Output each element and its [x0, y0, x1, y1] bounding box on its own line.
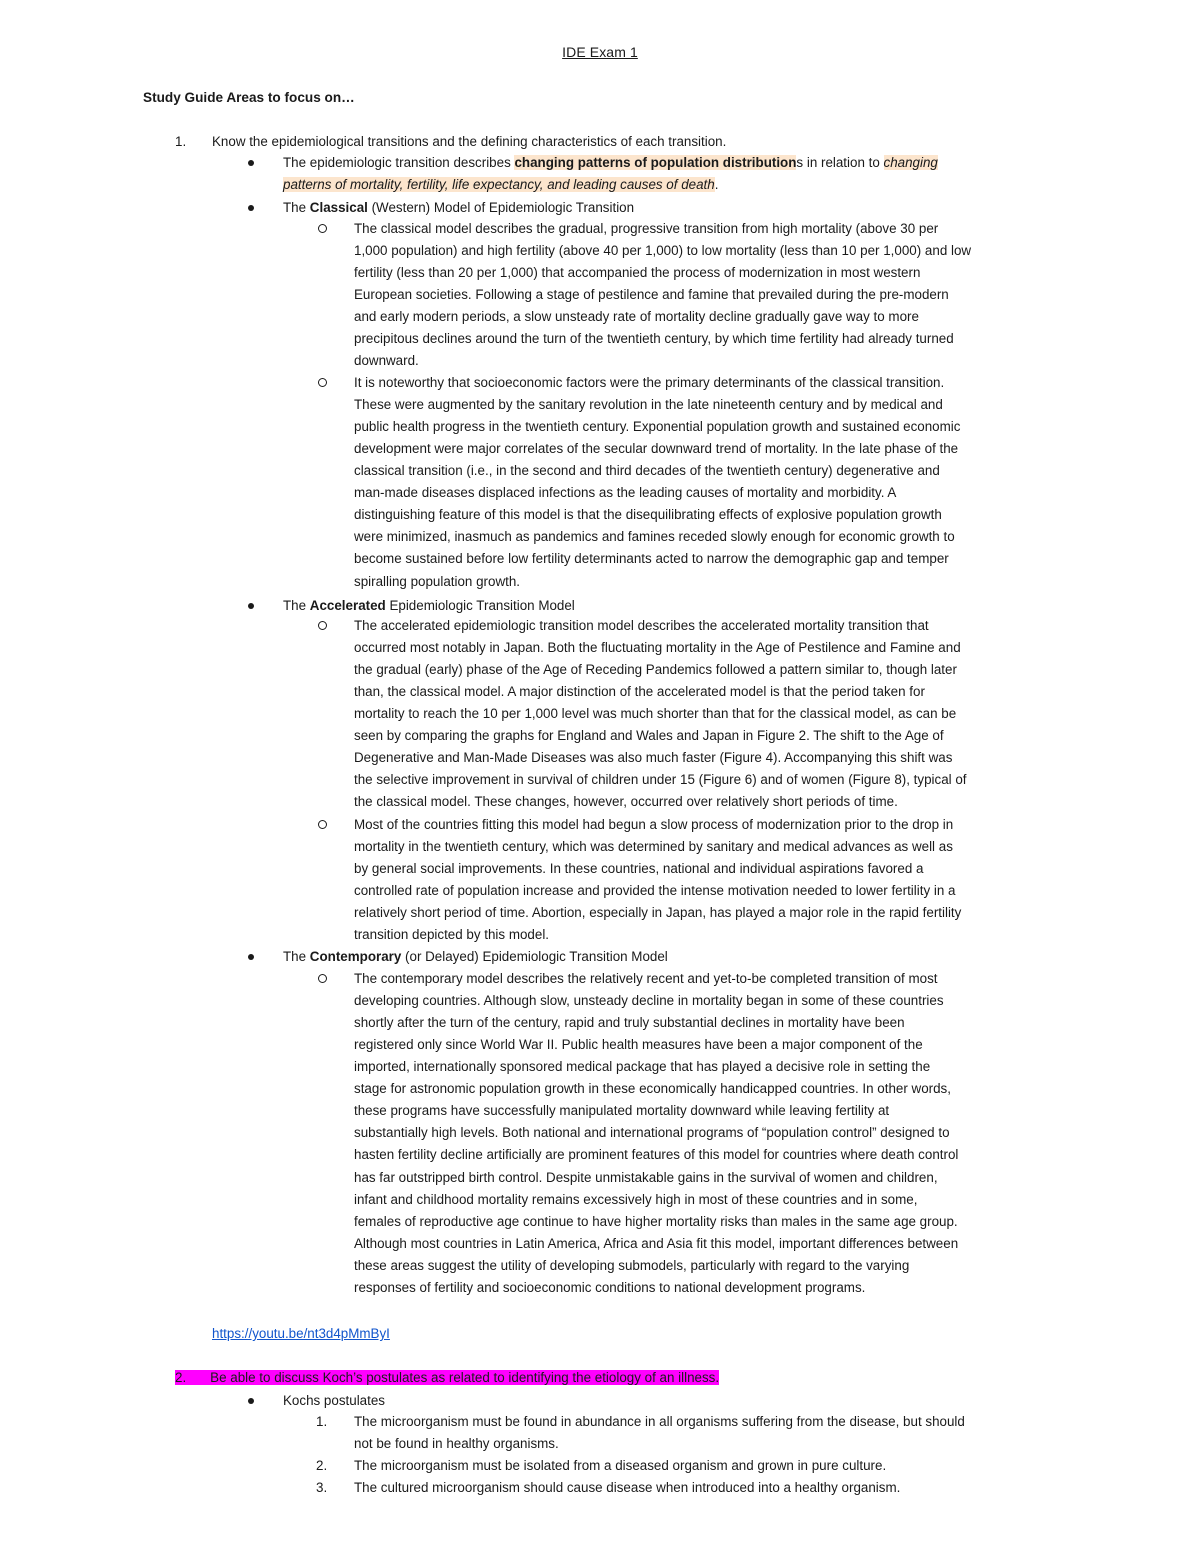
paragraph-line: classical transition (i.e., in the second and third decades of the twentieth century) degenerative and	[354, 463, 940, 479]
postulate-number: 2.	[316, 1458, 328, 1474]
postulate-number: 3.	[316, 1480, 328, 1496]
paragraph-line: The accelerated epidemiologic transition model describes the accelerated mortality transition that	[354, 618, 929, 633]
bullet-marker	[248, 601, 254, 612]
paragraph-line: become sustained before low fertility determinants acted to narrow the demographic gap and temper	[354, 551, 949, 567]
paragraph-line: registered only since World War II. Public health measures have been a major component of the	[354, 1037, 923, 1053]
postulate-text: The microorganism must be found in abundance in all organisms suffering from the disease, but should	[354, 1414, 965, 1429]
paragraph-line: imported, internationally sponsored medical package that has played a decisive role in setting the	[354, 1059, 931, 1075]
sub-bullet-marker	[318, 974, 327, 986]
paragraph-line: distinguishing feature of this model is that the disequilibrating effects of explosive population growth	[354, 507, 942, 523]
paragraph-line: has far outstripped birth control. Despite unmistakable gains in the survival of women and children,	[354, 1169, 938, 1185]
postulate-number: 1.	[316, 1414, 328, 1429]
bullet-text-continuation: patterns of mortality, fertility, life expectancy, and leading causes of death.	[283, 177, 719, 192]
youtube-link[interactable]: https://youtu.be/nt3d4pMmByI	[212, 1326, 390, 1341]
paragraph-line: public health progress in the twentieth century. Exponential population growth and sustained economic	[354, 419, 961, 435]
page-subtitle: Study Guide Areas to focus on…	[143, 90, 355, 105]
postulate-text: The cultured microorganism should cause disease when introduced into a healthy organism.	[354, 1480, 901, 1496]
page-title: IDE Exam 1	[562, 44, 638, 60]
postulate-text: not be found in healthy organisms.	[354, 1436, 559, 1452]
paragraph-line: 1,000 population) and high fertility (above 40 per 1,000) to low mortality (less than 10 per 1,000) and low	[354, 243, 972, 259]
paragraph-line: by general social improvements. In these countries, national and individual aspirations favored a	[354, 861, 924, 877]
item-heading: Be able to discuss Koch’s postulates as related to identifying the etiology of an illness.	[210, 1370, 720, 1385]
paragraph-line: the gradual (early) phase of the Age of Receding Pandemics followed a pattern similar to, though later	[354, 662, 957, 678]
classical-model-heading: The Classical (Western) Model of Epidemiologic Transition	[283, 200, 635, 215]
paragraph-line: seen by comparing the graphs for England and Wales and Japan in Figure 2. The shift to the Age of	[354, 728, 944, 744]
paragraph-line: responses of fertility and socioeconomic conditions to national development programs.	[354, 1279, 866, 1295]
paragraph-line: transition depicted by this model.	[354, 927, 550, 943]
kochs-postulates-heading: Kochs postulates	[283, 1393, 385, 1408]
paragraph-line: shortly after the turn of the century, rapid and truly substantial declines in mortality have been	[354, 1015, 905, 1031]
paragraph-line: spiralling population growth.	[354, 573, 520, 589]
postulate-text: The microorganism must be isolated from a diseased organism and grown in pure culture.	[354, 1458, 887, 1474]
paragraph-line: These were augmented by the sanitary revolution in the late nineteenth century and by medical and	[354, 397, 943, 413]
paragraph-line: downward.	[354, 353, 419, 369]
item-2-highlighted	[175, 1370, 719, 1385]
sub-bullet-marker	[318, 378, 327, 390]
item-number: 1.	[175, 134, 187, 149]
paragraph-line: European societies. Following a stage of pestilence and famine that prevailed during the pre-modern	[354, 287, 949, 303]
paragraph-line: mortality to reach the 10 per 1,000 level was much shorter than that for the classical model, as can be	[354, 706, 957, 722]
paragraph-line: Degenerative and Man-Made Diseases was also much faster (Figure 4). Accompanying this shift was	[354, 750, 953, 766]
paragraph-line: and early modern periods, a slow unsteady rate of mortality decline gradually gave way to more	[354, 309, 919, 325]
paragraph-line: relatively short period of time. Abortion, especially in Japan, has played a major role in the rapid fertility	[354, 905, 962, 921]
paragraph-line: The contemporary model describes the relatively recent and yet-to-be completed transition of most	[354, 971, 938, 986]
paragraph-line: Although most countries in Latin America, Africa and Asia fit this model, important differences between	[354, 1235, 959, 1251]
paragraph-line: infant and childhood mortality remains excessively high in most of these countries and in some,	[354, 1191, 918, 1207]
paragraph-line: development were major correlates of the secular downward trend of mortality. In the late phase of the	[354, 441, 959, 457]
bullet-text: The epidemiologic transition describes changing patterns of population distributions in relation to changing	[283, 155, 938, 170]
paragraph-line: fertility (less than 20 per 1,000) that accompanied the process of modernization in most western	[354, 265, 921, 281]
paragraph-line: were minimized, inasmuch as pandemics and famines receded slowly enough for economic growth to	[354, 529, 955, 545]
paragraph-line: hasten fertility decline artificially are prominent features of this model for countries where death control	[354, 1147, 959, 1163]
paragraph-line: The classical model describes the gradual, progressive transition from high mortality (above 30 per	[354, 221, 939, 236]
paragraph-line: developing countries. Although slow, unsteady decline in mortality began in some of these countries	[354, 993, 944, 1008]
item-number: 2.	[175, 1370, 187, 1385]
paragraph-line: stage for astronomic population growth in these economically handicapped countries. In other words,	[354, 1081, 951, 1097]
paragraph-line: than, the classical model. A major distinction of the accelerated model is that the period taken for	[354, 684, 925, 700]
contemporary-model-heading: The Contemporary (or Delayed) Epidemiologic Transition Model	[283, 949, 668, 964]
paragraph-line: It is noteworthy that socioeconomic factors were the primary determinants of the classical transition.	[354, 375, 945, 390]
bullet-marker	[248, 203, 254, 214]
paragraph-line: man-made diseases displaced infections as the leading causes of mortality and morbidity. A	[354, 485, 897, 501]
bullet-marker	[248, 158, 254, 169]
paragraph-line: occurred most notably in Japan. Both the fluctuating mortality in the Age of Pestilence and Famine and	[354, 640, 961, 655]
sub-bullet-marker	[318, 820, 327, 832]
bullet-marker	[248, 1396, 254, 1407]
sub-bullet-marker	[318, 224, 327, 236]
bullet-marker	[248, 952, 254, 963]
accelerated-model-heading: The Accelerated Epidemiologic Transition Model	[283, 598, 575, 613]
paragraph-line: the selective improvement in survival of children under 15 (Figure 6) and of women (Figure 8), typical of	[354, 772, 967, 788]
paragraph-line: these areas suggest the utility of developing submodels, particularly with regard to the varying	[354, 1257, 910, 1273]
paragraph-line: controlled rate of population increase and provided the intense motivation needed to lower fertility in a	[354, 883, 956, 899]
item-heading: Know the epidemiological transitions and the defining characteristics of each transition.	[212, 134, 727, 149]
paragraph-line: precipitous declines around the turn of the twentieth century, by which time fertility had already turned	[354, 331, 954, 347]
paragraph-line: females of reproductive age continue to have higher mortality risks than males in the same age group.	[354, 1213, 958, 1229]
paragraph-line: these programs have successfully manipulated mortality downward while leaving fertility at	[354, 1103, 890, 1119]
paragraph-line: Most of the countries fitting this model had begun a slow process of modernization prior to the drop in	[354, 817, 954, 832]
paragraph-line: mortality in the twentieth century, which was determined by sanitary and medical advances as well as	[354, 839, 953, 854]
sub-bullet-marker	[318, 621, 327, 633]
paragraph-line: substantially high levels. Both national and international programs of “population control” designed to	[354, 1125, 950, 1141]
paragraph-line: the classical model. These changes, however, occurred over relatively short periods of time.	[354, 794, 898, 810]
